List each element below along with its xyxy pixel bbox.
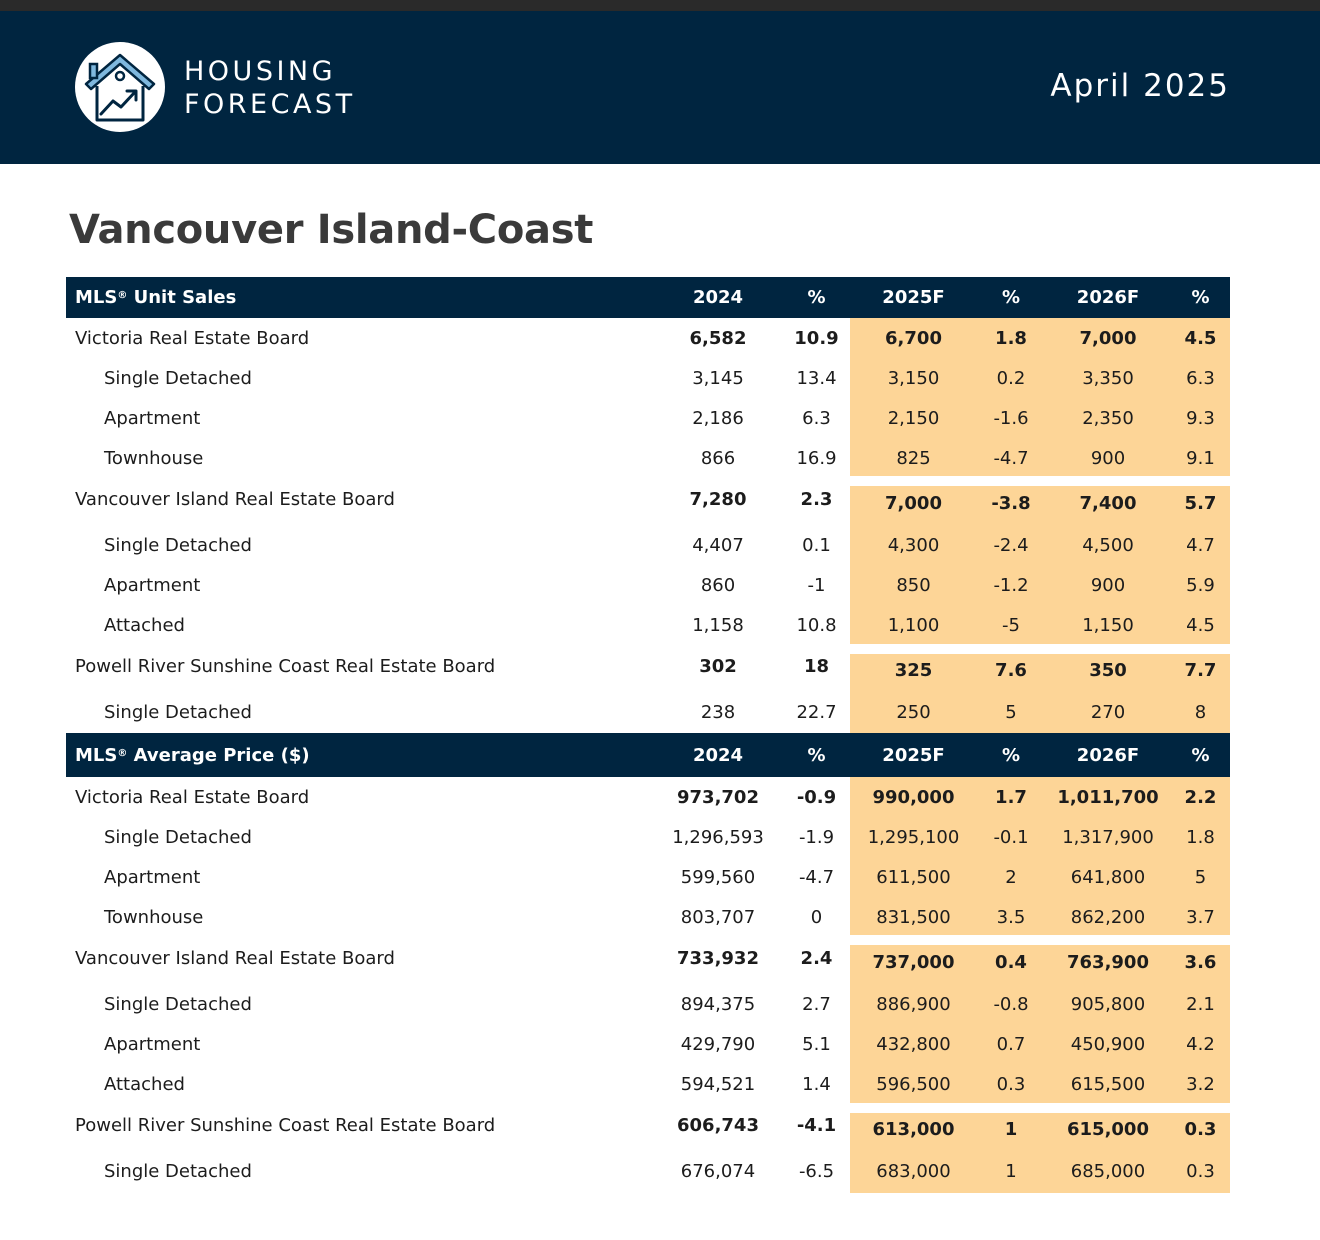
forecast-cell: 0.7 (996, 1033, 1026, 1055)
value-cell: 894,375 (680, 993, 756, 1015)
board-row (66, 1104, 1230, 1151)
value-cell: 973,702 (677, 786, 759, 808)
forecast-cell: 737,000 (872, 952, 955, 973)
forecast-cell: 1 (1004, 1119, 1018, 1140)
board-row (66, 777, 1230, 817)
forecast-cell: -0.1 (993, 826, 1029, 848)
section-title-text: MLS (75, 744, 118, 766)
table-row (66, 398, 1230, 438)
forecast-cell: -3.8 (991, 493, 1031, 514)
column-header: 2025F (850, 277, 977, 318)
row-label: Single Detached (104, 701, 252, 723)
forecast-cell: 641,800 (1070, 866, 1146, 888)
row-label: Single Detached (104, 1160, 252, 1182)
forecast-cell: 5.7 (1184, 493, 1217, 514)
table-row (66, 438, 1230, 478)
board-row (66, 478, 1230, 525)
table-row (66, 897, 1230, 937)
row-label: Vancouver Island Real Estate Board (75, 948, 395, 969)
value-cell: 1,296,593 (672, 826, 764, 848)
forecast-cell: 270 (1090, 701, 1126, 723)
value-cell: -1.9 (798, 826, 835, 848)
row-label: Attached (104, 1073, 185, 1095)
forecast-cell: 8 (1194, 701, 1207, 723)
column-header: 2024 (653, 733, 783, 777)
value-cell: -6.5 (798, 1160, 835, 1182)
top-border (0, 0, 1320, 11)
table-row (66, 817, 1230, 857)
forecast-cell: 450,900 (1070, 1033, 1146, 1055)
forecast-cell: 683,000 (876, 1160, 951, 1182)
forecast-cell: 4.5 (1184, 327, 1217, 349)
forecast-cell: 5 (1005, 701, 1017, 723)
forecast-cell: 825 (896, 447, 931, 469)
value-cell: 0.1 (802, 534, 831, 556)
forecast-cell: -5 (1002, 614, 1020, 636)
column-header: 2026F (1045, 733, 1171, 777)
row-label: Victoria Real Estate Board (75, 786, 310, 808)
table-row (66, 692, 1230, 732)
value-cell: 599,560 (680, 866, 756, 888)
average-price-table (66, 733, 1230, 1191)
table-row (66, 1024, 1230, 1064)
forecast-cell: 0.4 (995, 952, 1027, 973)
value-cell: -1 (807, 574, 826, 596)
forecast-cell: 3,350 (1082, 367, 1134, 389)
table-row (66, 525, 1230, 565)
forecast-cell: 850 (896, 574, 931, 596)
value-cell: 1,158 (692, 614, 744, 636)
brand-line-2: FORECAST (184, 89, 356, 120)
column-header: % (783, 733, 850, 777)
value-cell: 302 (699, 656, 737, 677)
forecast-cell: 6,700 (885, 327, 942, 349)
forecast-cell: 0.3 (996, 1073, 1026, 1095)
section-title (66, 733, 653, 777)
row-label: Apartment (104, 1033, 201, 1055)
section-title (66, 277, 653, 318)
value-cell: 22.7 (796, 701, 837, 723)
value-cell: 429,790 (680, 1033, 756, 1055)
value-cell: 733,932 (677, 948, 759, 969)
forecast-cell: 1.8 (1186, 826, 1215, 848)
forecast-cell: 831,500 (876, 906, 951, 928)
forecast-cell: 0.3 (1186, 1160, 1215, 1182)
table-row (66, 1151, 1230, 1191)
value-cell: -4.1 (796, 1115, 837, 1136)
section-title-rest: Average Price ($) (127, 744, 310, 766)
value-cell: -4.7 (798, 866, 835, 888)
value-cell: 2.4 (800, 948, 833, 969)
forecast-cell: 615,500 (1070, 1073, 1146, 1095)
forecast-cell: 905,800 (1070, 993, 1146, 1015)
page-header (0, 11, 1320, 164)
table-row (66, 358, 1230, 398)
row-label: Powell River Sunshine Coast Real Estate Board (75, 656, 496, 677)
value-cell: 4,407 (692, 534, 744, 556)
forecast-cell: 4.5 (1186, 614, 1215, 636)
forecast-cell: 3.2 (1186, 1073, 1215, 1095)
section-title-rest: Unit Sales (127, 287, 237, 308)
forecast-cell: 886,900 (876, 993, 951, 1015)
forecast-cell: 900 (1090, 447, 1126, 469)
table-row (66, 565, 1230, 605)
registered-mark: ® (117, 290, 128, 301)
row-label: Single Detached (104, 993, 252, 1015)
value-cell: 2,186 (692, 407, 744, 429)
row-label: Powell River Sunshine Coast Real Estate Board (75, 1115, 496, 1136)
value-cell: 0 (810, 906, 823, 928)
row-label: Single Detached (104, 367, 252, 389)
row-label: Apartment (104, 407, 201, 429)
column-header: % (1171, 277, 1230, 318)
column-header: 2025F (850, 733, 977, 777)
value-cell: 13.4 (796, 367, 837, 389)
value-cell: 860 (700, 574, 736, 596)
forecast-cell: 2,150 (887, 407, 940, 429)
forecast-cell: 4.7 (1186, 534, 1215, 556)
value-cell: 6,582 (689, 327, 747, 349)
value-cell: 16.9 (796, 447, 837, 469)
forecast-cell: 9.1 (1186, 447, 1215, 469)
forecast-cell: -2.4 (993, 534, 1029, 556)
forecast-cell: 2.2 (1184, 786, 1217, 808)
forecast-cell: 1,317,900 (1062, 826, 1154, 848)
value-cell: 676,074 (680, 1160, 756, 1182)
value-cell: 10.8 (796, 614, 837, 636)
row-label: Townhouse (104, 447, 204, 469)
table-row (66, 984, 1230, 1024)
column-header: % (1171, 733, 1230, 777)
value-cell: -0.9 (796, 786, 837, 808)
value-cell: 2.3 (800, 489, 833, 510)
table-header-row (66, 277, 1230, 318)
table-row (66, 605, 1230, 645)
row-label: Single Detached (104, 826, 252, 848)
forecast-cell: 990,000 (872, 786, 955, 808)
forecast-cell: 615,000 (1067, 1119, 1149, 1140)
forecast-cell: 4,300 (887, 534, 940, 556)
forecast-cell: 7,000 (1079, 327, 1137, 349)
brand-line-1: HOUSING (184, 56, 337, 87)
forecast-cell: -1.2 (993, 574, 1029, 596)
value-cell: 606,743 (677, 1115, 759, 1136)
column-header: 2024 (653, 277, 783, 318)
column-header: % (977, 733, 1045, 777)
forecast-cell: 0.2 (996, 367, 1026, 389)
forecast-cell: 7.7 (1184, 660, 1217, 681)
forecast-cell: 350 (1089, 660, 1127, 681)
forecast-cell: 7,400 (1079, 493, 1137, 514)
value-cell: 594,521 (680, 1073, 756, 1095)
value-cell: 5.1 (802, 1033, 831, 1055)
forecast-cell: 1.7 (995, 786, 1027, 808)
report-date: April 2025 (1050, 68, 1230, 104)
forecast-cell: 1 (1005, 1160, 1017, 1182)
row-label: Victoria Real Estate Board (75, 327, 310, 349)
forecast-cell: 1,295,100 (867, 826, 960, 848)
page-title: Vancouver Island-Coast (69, 207, 594, 253)
brand-wordmark (184, 55, 356, 121)
unit-sales-table (66, 277, 1230, 732)
row-label: Apartment (104, 866, 201, 888)
forecast-cell: 432,800 (876, 1033, 951, 1055)
forecast-cell: 7,000 (885, 493, 942, 514)
table-row (66, 1064, 1230, 1104)
forecast-cell: 2.1 (1186, 993, 1215, 1015)
value-cell: 2.7 (802, 993, 831, 1015)
row-label: Apartment (104, 574, 201, 596)
row-label: Single Detached (104, 534, 252, 556)
house-chart-icon (75, 42, 165, 132)
board-row (66, 937, 1230, 984)
forecast-cell: 250 (896, 701, 931, 723)
forecast-cell: 5.9 (1186, 574, 1215, 596)
forecast-cell: -1.6 (993, 407, 1029, 429)
forecast-cell: 613,000 (872, 1119, 955, 1140)
table-row (66, 857, 1230, 897)
column-header: % (783, 277, 850, 318)
forecast-cell: -0.8 (993, 993, 1029, 1015)
forecast-cell: 3.5 (996, 906, 1026, 928)
value-cell: 803,707 (680, 906, 756, 928)
forecast-cell: 1,100 (887, 614, 940, 636)
forecast-cell: 3.6 (1184, 952, 1217, 973)
forecast-cell: 0.3 (1184, 1119, 1217, 1140)
registered-mark: ® (117, 747, 128, 759)
forecast-cell: 4,500 (1082, 534, 1134, 556)
forecast-cell: 7.6 (995, 660, 1027, 681)
value-cell: 6.3 (802, 407, 831, 429)
column-header: % (977, 277, 1045, 318)
value-cell: 238 (700, 701, 736, 723)
forecast-cell: 1,011,700 (1057, 786, 1159, 808)
forecast-cell: 4.2 (1186, 1033, 1215, 1055)
forecast-cell: 900 (1090, 574, 1126, 596)
value-cell: 866 (700, 447, 736, 469)
value-cell: 10.9 (794, 327, 839, 349)
forecast-cell: 325 (894, 660, 933, 681)
forecast-cell: 596,500 (876, 1073, 951, 1095)
forecast-cell: 1,150 (1082, 614, 1134, 636)
forecast-cell: 2,350 (1082, 407, 1134, 429)
forecast-cell: 763,900 (1067, 952, 1149, 973)
section-title-text: MLS (75, 287, 118, 308)
forecast-cell: 2 (1005, 866, 1017, 888)
forecast-cell: -4.7 (993, 447, 1029, 469)
column-header: 2026F (1045, 277, 1171, 318)
table-header-row (66, 733, 1230, 777)
forecast-cell: 3,150 (887, 367, 940, 389)
row-label: Attached (104, 614, 185, 636)
value-cell: 3,145 (692, 367, 744, 389)
value-cell: 18 (803, 656, 830, 677)
forecast-cell: 685,000 (1070, 1160, 1146, 1182)
forecast-cell: 862,200 (1070, 906, 1146, 928)
forecast-cell: 6.3 (1186, 367, 1215, 389)
row-label: Vancouver Island Real Estate Board (75, 489, 395, 510)
row-label: Townhouse (104, 906, 204, 928)
board-row (66, 318, 1230, 358)
value-cell: 1.4 (802, 1073, 831, 1095)
value-cell: 7,280 (689, 489, 747, 510)
forecast-cell: 5 (1194, 866, 1207, 888)
forecast-cell: 9.3 (1186, 407, 1215, 429)
board-row (66, 645, 1230, 692)
forecast-cell: 611,500 (876, 866, 951, 888)
forecast-cell: 3.7 (1186, 906, 1215, 928)
forecast-cell: 1.8 (995, 327, 1027, 349)
